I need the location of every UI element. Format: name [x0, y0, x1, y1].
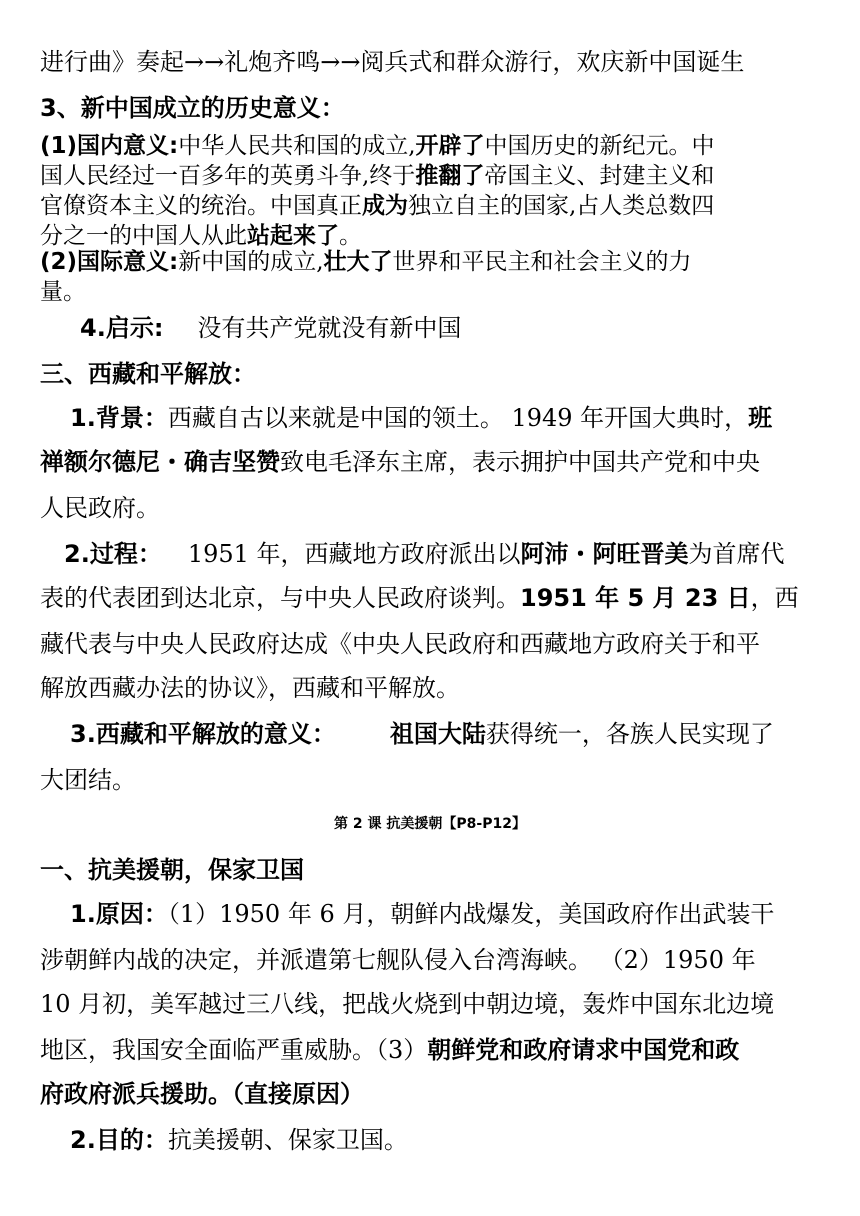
text-line: 大团结。	[40, 766, 136, 794]
text-line: (1)国内意义:中华人民共和国的成立,开辟了中国历史的新纪元。中	[40, 133, 715, 159]
text-line: 地区，我国安全面临严重威胁。（3）朝鲜党和政府请求中国党和政	[40, 1036, 740, 1064]
text-line: 2.目的：抗美援朝、保家卫国。	[70, 1126, 408, 1154]
text-line: 人民政府。	[40, 494, 160, 522]
text-line: 解放西藏办法的协议》，西藏和平解放。	[40, 674, 460, 702]
text-line: 4.启示: 没有共产党就没有新中国	[80, 314, 462, 342]
section-heading: 三、西藏和平解放：	[40, 360, 256, 388]
text-line: 官僚资本主义的统治。中国真正成为独立自主的国家,占人类总数四	[40, 193, 715, 219]
text-line: 1.背景：西藏自古以来就是中国的领土。 1949 年开国大典时，班	[70, 404, 773, 432]
text-line: 进行曲》奏起→→礼炮齐鸣→→阅兵式和群众游行，欢庆新中国诞生	[40, 48, 745, 76]
text-line: 2.过程： 1951 年，西藏地方政府派出以阿沛・阿旺晋美为首席代	[64, 540, 785, 568]
text-line: 表的代表团到达北京，与中央人民政府谈判。1951 年 5 月 23 日，西	[40, 584, 799, 612]
text-line: (2)国际意义:新中国的成立,壮大了世界和平民主和社会主义的力	[40, 249, 692, 275]
lesson-title: 第 2 课 抗美援朝【P8-P12】	[334, 816, 526, 832]
section-heading: 3、新中国成立的历史意义：	[40, 94, 345, 122]
text-line: 分之一的中国人从此站起来了。	[40, 223, 362, 249]
text-line: 10 月初，美军越过三八线，把战火烧到中朝边境，轰炸中国东北边境	[40, 990, 775, 1018]
text-line: 国人民经过一百多年的英勇斗争,终于推翻了帝国主义、封建主义和	[40, 163, 715, 189]
text-line: 3.西藏和平解放的意义： 祖国大陆获得统一，各族人民实现了	[70, 720, 774, 748]
text-line: 藏代表与中央人民政府达成《中央人民政府和西藏地方政府关于和平	[40, 630, 760, 658]
text-line: 禅额尔德尼・确吉坚赞致电毛泽东主席，表示拥护中国共产党和中央	[40, 448, 760, 476]
text-line: 量。	[40, 279, 86, 305]
text-line: 涉朝鲜内战的决定，并派遣第七舰队侵入台湾海峡。 （2）1950 年	[40, 946, 756, 974]
section-heading: 一、抗美援朝，保家卫国	[40, 856, 304, 884]
text-line: 1.原因：（1）1950 年 6 月，朝鲜内战爆发，美国政府作出武装干	[70, 900, 775, 928]
text-line: 府政府派兵援助。（直接原因）	[40, 1080, 364, 1108]
